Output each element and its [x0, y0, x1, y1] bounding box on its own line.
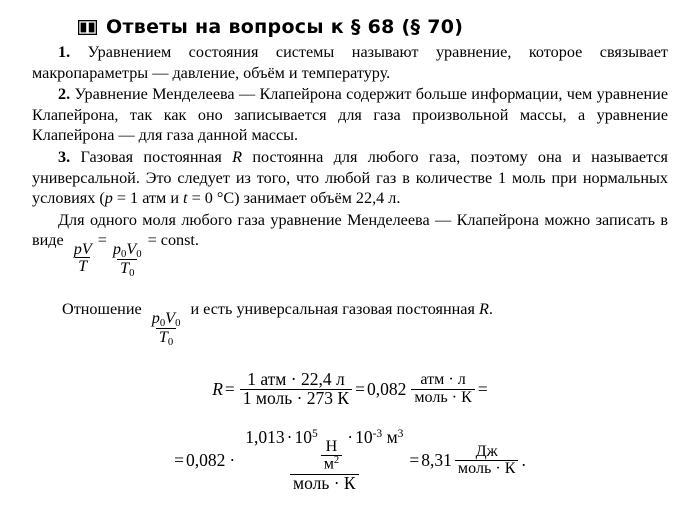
- fraction-denominator: [117, 259, 137, 279]
- equation-value: 0,082: [186, 450, 226, 471]
- equals-sign: =: [355, 378, 365, 399]
- unit-denominator: моль · К: [411, 389, 475, 406]
- equation-gas-constant-2: [32, 426, 668, 494]
- fraction-numerator: 1 атм · 22,4 л: [247, 368, 345, 389]
- answer-number-1: 1.: [58, 43, 71, 61]
- answer-text-3a: Газовая постоянная: [80, 147, 233, 166]
- clapeyron-text-before: Для одного моля любого газа уравнение Менделеева — Клапейрона можно записать в виде: [32, 210, 668, 250]
- fraction-denominator: моль · К: [290, 474, 359, 493]
- unit-fraction-newton-per-square-meter: [321, 439, 343, 473]
- clapeyron-paragraph: [32, 210, 668, 279]
- answer-paragraph-1: [32, 42, 668, 83]
- fraction-pV-over-T: [71, 241, 95, 275]
- fraction-denominator: [156, 328, 176, 348]
- unit-fraction-joule-per-mol-kelvin: [455, 444, 519, 478]
- unit-denominator: моль · К: [455, 460, 519, 477]
- variable-p: p: [104, 189, 113, 208]
- multiplication-dot: ·: [347, 426, 354, 447]
- sub-0: 0: [136, 247, 142, 260]
- answer-text-3b: постоянна для любого газа, поэтому она и называется универсальной. Это следует из того, что любой газ в количестве 1 моль при нормальных условиях (: [32, 147, 668, 208]
- ratio-text-after: и есть универсальная газовая постоянная: [186, 300, 479, 319]
- var-V0: V: [165, 308, 176, 327]
- multiplication-dot: ·: [229, 450, 236, 471]
- unit-meter-2: м: [386, 426, 398, 447]
- fraction-denominator-text: T: [78, 257, 88, 276]
- coefficient: 1,013: [245, 426, 285, 447]
- unit-fraction-atm-liter-per-mol-kelvin: [411, 372, 475, 406]
- unit-denominator: [321, 455, 343, 473]
- equals-sign-2: =: [147, 231, 157, 250]
- answer-number-3: 3.: [58, 147, 71, 166]
- var-T0: T: [120, 259, 130, 278]
- var-T0: T: [158, 328, 168, 347]
- fraction-p0V0-over-T0: [110, 241, 145, 279]
- unit-numerator: атм · л: [420, 371, 466, 389]
- sub-0: 0: [175, 316, 181, 329]
- answer-text-2: Уравнение Менделеева — Клапейрона содержит больше информации, чем уравнение Клапейрона, так как оно записывается для газа произвольной массы, а уравнение Клапейрона — для газа данной массы.: [32, 85, 668, 145]
- const-label: const.: [160, 231, 199, 250]
- fraction-numerator: [71, 241, 95, 258]
- unit-numerator: Дж: [475, 442, 498, 460]
- sub-0: 0: [159, 316, 166, 329]
- ratio-text-before: Отношение: [62, 300, 146, 319]
- ratio-line-wrapper: [32, 299, 668, 348]
- variable-R-ratio: R: [478, 300, 489, 319]
- variable-R: R: [232, 147, 243, 166]
- fraction-denominator: [75, 257, 90, 275]
- answer-text-3c: = 1 атм и: [112, 189, 184, 208]
- fraction-numerator: [149, 310, 184, 329]
- answer-text-3d: = 0 °C) занимает объём 22,4 л.: [187, 189, 401, 208]
- equation-lhs-R: R: [212, 378, 223, 399]
- answer-number-2: 2.: [58, 85, 71, 104]
- var-p0: p: [151, 308, 160, 327]
- sub-0: 0: [121, 247, 127, 260]
- fraction-numerator: [110, 241, 145, 260]
- equation-result: 8,31: [421, 450, 452, 471]
- answer-paragraph-2: [32, 84, 668, 146]
- page-title: [78, 16, 668, 38]
- power2-exponent-minus3: -3: [372, 427, 383, 440]
- power2-base-10: 10: [355, 426, 373, 447]
- unit-numerator: Н: [325, 437, 338, 455]
- fraction-denominator: 1 моль · 273 К: [240, 389, 352, 408]
- unit-exponent-2: 2: [333, 455, 340, 467]
- var-V0: V: [126, 239, 137, 258]
- equals-sign-1: =: [97, 231, 107, 250]
- answer-text-1: Уравнением состояния системы называют уравнение, которое связывает макропараметры — давление, объём и температуру.: [32, 43, 668, 82]
- fraction-numerator-text: pV: [73, 239, 92, 258]
- unit-exponent-3: 3: [397, 427, 404, 440]
- ratio-period: .: [488, 300, 493, 319]
- multiplication-dot: ·: [286, 426, 293, 447]
- answer-paragraph-3: [32, 147, 668, 209]
- fraction-pressure-volume-over-mol-kelvin: [242, 426, 406, 494]
- power-base-10: 10: [294, 426, 312, 447]
- fraction-p0V0-over-T0-ratio: [149, 310, 184, 348]
- open-book-icon: [78, 20, 97, 35]
- equation-gas-constant-1: [32, 368, 668, 408]
- sub-0: 0: [167, 335, 174, 348]
- equals-sign: =: [224, 378, 235, 399]
- fraction-atm-liter-over-mol-kelvin: [240, 368, 352, 408]
- fraction-numerator: [242, 426, 406, 475]
- equals-sign: =: [174, 450, 185, 471]
- page-title-text: Ответы на вопросы к § 68 (§ 70): [106, 16, 464, 38]
- equals-sign-trailing: =: [477, 378, 488, 399]
- equation-period: .: [521, 450, 526, 471]
- equation-value: 0,082: [366, 378, 407, 399]
- unit-meter: м: [323, 455, 334, 473]
- sub-0: 0: [129, 267, 135, 280]
- var-p0: p: [112, 239, 121, 258]
- equals-sign: =: [409, 450, 420, 471]
- variable-t: t: [183, 189, 188, 208]
- power-exponent-5: 5: [311, 427, 318, 440]
- ratio-paragraph: [32, 299, 668, 348]
